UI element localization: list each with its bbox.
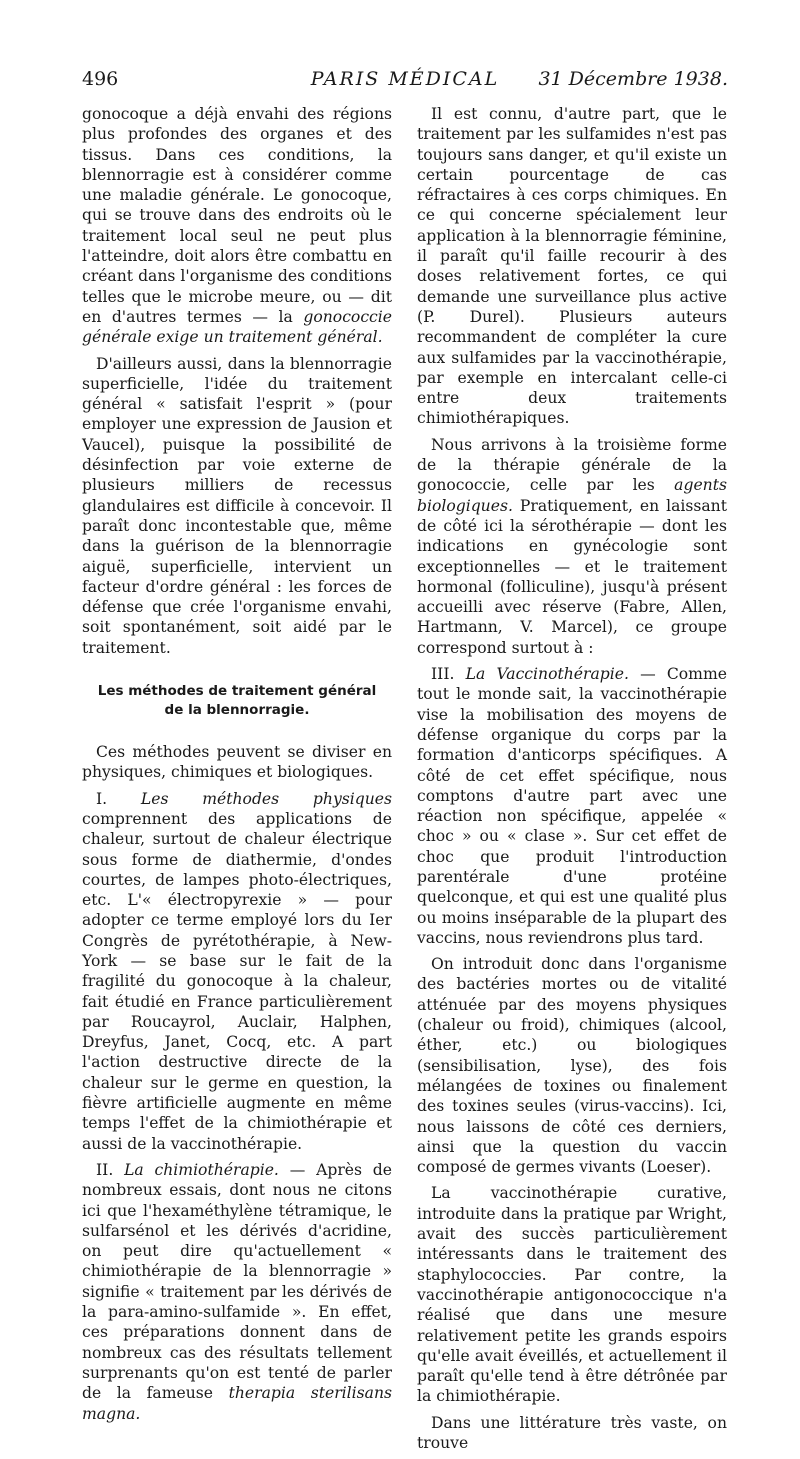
page-number: 496	[82, 68, 119, 90]
paragraph: D'ailleurs aussi, dans la blennorragie superficielle, l'idée du traitement général « satisfait l'esprit » (pour employer une expression de Jausion et Vaucel), puisque la possibilité de désinfection par voie externe de plusieurs milliers de recessus glandulaires est difficile à concevoir. Il paraît donc incontestable que, même dans la guérison de la blennorragie aiguë, superficielle, intervient un facteur d'ordre général : les forces de défense que crée l'organisme envahi, soit spontanément, soit aidé par le traitement.	[82, 354, 392, 657]
paragraph: II. La chimiothérapie. — Après de nombreux essais, dont nous ne citons ici que l'hexaméthylène tétramique, le sulfarsénol et les dérivés d'acridine, on peut dire qu'actuellement « chimiothérapie de la blennorragie » signifie « traitement par les dérivés de la para-amino-sulfamide ». En effet, ces préparations donnent dans de nombreux cas des résultats tellement surprenants qu'on est tenté de parler de la fameuse therapia sterilisans magna.	[82, 1160, 393, 1423]
journal-title: PARIS MÉDICAL	[310, 68, 500, 90]
paragraph: III. La Vaccinothérapie. — Comme tout le monde sait, la vaccinothérapie vise la mobilisation des moyens de défense organique du corps par la formation d'anticorps spécifiques. A côté de cet effet spécifique, nous comptons d'autre part avec une réaction non spécifique, appelée « choc » ou « clase ». Sur cet effet de choc que produit l'introduction parentérale d'une protéine quelconque, et qui est une qualité plus ou moins inséparable de la plupart des vaccins, nous reviendrons plus tard.	[417, 665, 727, 947]
paragraph: Dans une littérature très vaste, on trouve	[417, 1413, 727, 1452]
paragraph: Ces méthodes peuvent se diviser en physiques, chimiques et biologiques.	[82, 743, 392, 782]
paragraph: La vaccinothérapie curative, introduite dans la pratique par Wright, avait des succès particulièrement intéressants dans le traitement des staphylococcies. Par contre, la vaccinothérapie antigonococcique n'a réalisé que dans une mesure relativement petite les grands espoirs qu'elle avait éveillés, et actuellement il paraît qu'elle tend à être détrônée par la chimiothérapie.	[417, 1184, 727, 1406]
paragraph: gonocoque a déjà envahi des régions plus profondes des organes et des tissus. Dans ces conditions, la blennorragie est à considérer comme une maladie générale. Le gonocoque, qui se trouve dans des endroits où le traitement local seul ne peut plus l'atteindre, doit alors être combattu en créant dans l'organisme des conditions telles que le microbe meure, ou — dit en d'autres termes — la gonococcie générale exige un traitement général.	[82, 105, 392, 347]
paragraph: Il est connu, d'autre part, que le traitement par les sulfamides n'est pas toujours sans danger, et qu'il existe un certain pourcentage de cas réfractaires à ces corps chimiques. En ce qui concerne spécialement leur application à la blennorragie féminine, il paraît qu'il faille recourir à des doses relativement fortes, ce qui demande une surveillance plus active (P. Durel). Plusieurs auteurs recommandent de compléter la cure aux sulfamides par la vaccinothérapie, par exemple en intercalant celle-ci entre deux traitements chimiothérapiques.	[417, 105, 727, 428]
page-header	[82, 68, 728, 94]
section-heading: Les méthodes de traitement général de la blennorragie.	[97, 683, 377, 719]
left-column	[82, 104, 392, 1430]
paragraph: Nous arrivons à la troisième forme de la thérapie générale de la gonococcie, celle par les agents biologiques. Pratiquement, en laissant de côté ici la sérothérapie — dont les indications en gynécologie sont exceptionnelles — et le traitement hormonal (folliculine), jusqu'à présent accueilli avec réserve (Fabre, Allen, Hartmann, V. Marcel), ce groupe correspond surtout à :	[417, 435, 727, 657]
paragraph: On introduit donc dans l'organisme des bactéries mortes ou de vitalité atténuée par des moyens physiques (chaleur ou froid), chimiques (alcool, éther, etc.) ou biologiques (sensibilisation, lyse), des fois mélangées de toxines ou finalement des toxines seules (virus-vaccins). Ici, nous laissons de côté ces derniers, ainsi que la question du vaccin composé de germes vivants (Loeser).	[417, 955, 727, 1177]
issue-date: 31 Décembre 1938.	[538, 68, 728, 90]
right-column	[417, 104, 727, 1459]
paragraph: I. Les méthodes physiques comprennent des applications de chaleur, surtout de chaleur électrique sous forme de diathermie, d'ondes courtes, de lampes photo-électriques, etc. L'« électropyrexie » — pour adopter ce terme employé lors du Ier Congrès de pyrétothérapie, à New-York — se base sur le fait de la fragilité du gonocoque à la chaleur, fait étudié en France particulièrement par Roucayrol, Auclair, Halphen, Dreyfus, Janet, Cocq, etc. A part l'action destructive directe de la chaleur sur le germe en question, la fièvre artificielle augmente en même temps l'effet de la chimiothérapie et aussi de la vaccinothérapie.	[82, 789, 393, 1153]
